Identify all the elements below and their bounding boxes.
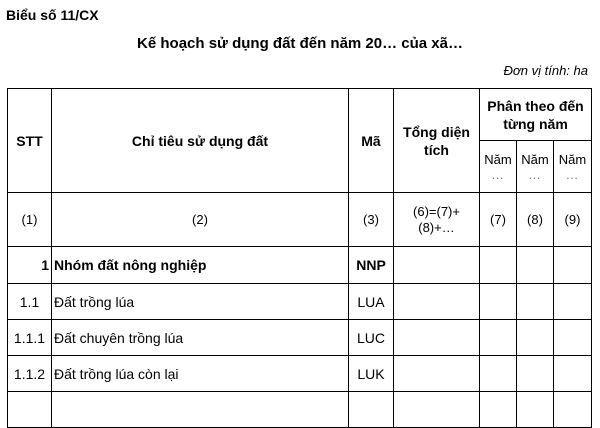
colnum-total-formula: (6)=(7)+(8)+… <box>394 193 480 247</box>
table-row <box>8 247 592 284</box>
row-indicator: Đất trồng lúa <box>52 284 349 320</box>
colnum-1: (1) <box>8 193 52 247</box>
row-year-3 <box>554 247 592 284</box>
row-total <box>394 392 480 428</box>
header-year-3 <box>554 141 592 193</box>
header-by-year: Phân theo đến từng năm <box>480 89 592 141</box>
table-row <box>8 392 592 428</box>
header-total-area: Tổng diện tích <box>394 89 480 193</box>
row-year-3 <box>554 356 592 392</box>
year-label: Năm <box>521 151 549 167</box>
table-row <box>8 284 592 320</box>
table-row <box>8 320 592 356</box>
header-row <box>8 89 592 141</box>
row-year-1 <box>480 320 517 356</box>
row-year-2 <box>517 392 554 428</box>
row-indicator: Đất chuyên trồng lúa <box>52 320 349 356</box>
row-indicator <box>52 392 349 428</box>
row-year-1 <box>480 356 517 392</box>
year-dots: … <box>528 166 542 182</box>
unit-label: Đơn vị tính: ha <box>503 63 588 78</box>
row-year-2 <box>517 320 554 356</box>
row-year-2 <box>517 284 554 320</box>
year-dots: … <box>491 166 505 182</box>
row-year-3 <box>554 392 592 428</box>
row-stt: 1 <box>8 247 52 284</box>
colnum-7: (7) <box>480 193 517 247</box>
row-year-3 <box>554 284 592 320</box>
year-label: Năm <box>558 151 587 167</box>
header-stt: STT <box>8 89 52 193</box>
colnum-2: (2) <box>52 193 349 247</box>
row-stt <box>8 392 52 428</box>
row-year-1 <box>480 247 517 284</box>
row-code: NNP <box>349 247 394 284</box>
header-code: Mã <box>349 89 394 193</box>
row-indicator: Đất trồng lúa còn lại <box>52 356 349 392</box>
row-total <box>394 356 480 392</box>
row-stt: 1.1.2 <box>8 356 52 392</box>
colnum-8: (8) <box>517 193 554 247</box>
land-use-plan-table <box>7 88 592 428</box>
row-code <box>349 392 394 428</box>
row-code: LUK <box>349 356 394 392</box>
table-row <box>8 356 592 392</box>
row-total <box>394 320 480 356</box>
row-indicator: Nhóm đất nông nghiệp <box>52 247 349 284</box>
row-stt: 1.1.1 <box>8 320 52 356</box>
colnum-9: (9) <box>554 193 592 247</box>
column-number-row <box>8 193 592 247</box>
row-total <box>394 247 480 284</box>
year-dots: … <box>565 166 580 182</box>
document-title: Kế hoạch sử dụng đất đến năm 20… của xã… <box>137 35 463 52</box>
row-year-1 <box>480 284 517 320</box>
row-year-3 <box>554 320 592 356</box>
colnum-3: (3) <box>349 193 394 247</box>
header-year-2 <box>517 141 554 193</box>
row-code: LUA <box>349 284 394 320</box>
row-year-1 <box>480 392 517 428</box>
row-year-2 <box>517 356 554 392</box>
row-year-2 <box>517 247 554 284</box>
header-year-1 <box>480 141 517 193</box>
header-indicator: Chỉ tiêu sử dụng đất <box>52 89 349 193</box>
row-total <box>394 284 480 320</box>
year-label: Năm <box>484 151 512 167</box>
row-code: LUC <box>349 320 394 356</box>
row-stt: 1.1 <box>8 284 52 320</box>
form-code: Biểu số 11/CX <box>6 7 99 23</box>
